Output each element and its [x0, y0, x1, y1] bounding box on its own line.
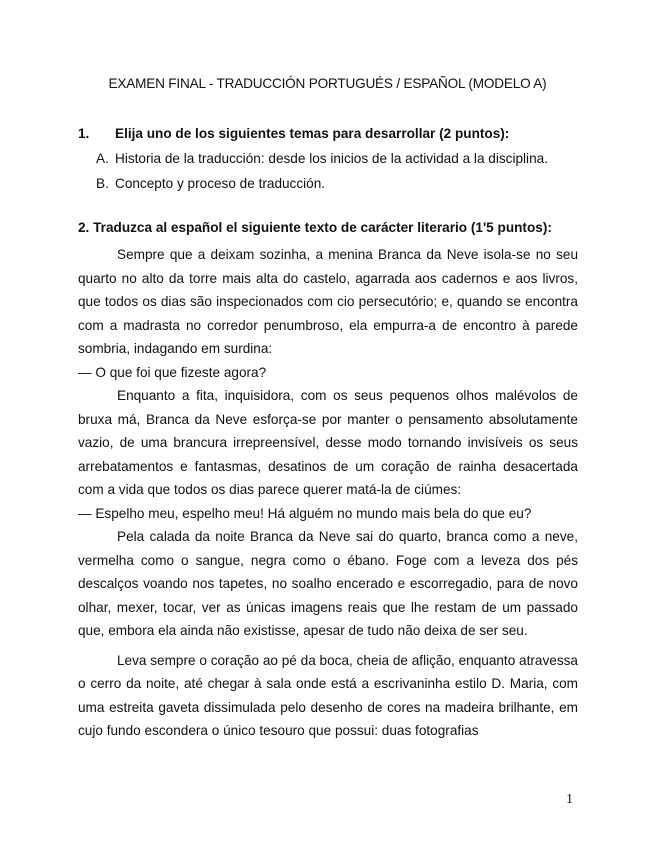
question-1-number: 1.	[78, 126, 90, 141]
paragraph: Sempre que a deixam sozinha, a menina Branca da Neve isola-se no seu quarto no alto da torre mais alta do castelo, agarrada aos cadernos e aos livros, que todos os dias são inspecionados com cio persecutório; e, quando se encontra com a madrasta no corredor penumbroso, ela empurra-a de encontro à parede sombria, indagando em surdina:	[78, 247, 578, 356]
dialogue-line: — O que foi que fizeste agora?	[78, 364, 267, 380]
literary-text	[78, 243, 578, 743]
exam-title: EXAMEN FINAL - TRADUCCIÓN PORTUGUÉS / ESPAÑOL (MODELO A)	[108, 76, 547, 91]
question-1	[78, 126, 578, 141]
paragraph: Pela calada da noite Branca da Neve sai do quarto, branca como a neve, vermelha como o sangue, negra como o ébano. Foge com a leveza dos pés descalços voando nos tapetes, no soalho encerado e escorregadio, para de novo olhar, mexer, tocar, ver as únicas imagens reais que lhe restam de um passado que, embora ela ainda não existisse, apesar de tudo não deixa de ser seu.	[78, 529, 578, 638]
question-1-text: Elija uno de los siguientes temas para desarrollar (2 puntos):	[115, 126, 510, 141]
paragraph: Enquanto a fita, inquisidora, com os seus pequenos olhos malévolos de bruxa má, Branca da Neve esforça-se por manter o pensamento absolutamente vazio, de uma brancura irrepreensível, desse modo tornando invisíveis os seus arrebatamentos e fantasmas, desatinos de um coração de rainha desacertada com a vida que todos os dias parece querer matá-la de ciúmes:	[78, 388, 578, 497]
option-a-letter: A.	[96, 151, 109, 166]
question-2-heading: 2. Traduzca al español el siguiente texto de carácter literario (1'5 puntos):	[78, 220, 552, 235]
option-b-text: Concepto y proceso de traducción.	[115, 176, 326, 191]
option-b-letter: B.	[96, 176, 109, 191]
paragraph: Leva sempre o coração ao pé da boca, cheia de aflição, enquanto atravessa o cerro da noite, até chegar à sala onde está a escrivaninha estilo D. Maria, com uma estreita gaveta dissimulada pelo desenho de cores na madeira brilhante, em cujo fundo escondera o único tesouro que possui: duas fotografias	[78, 652, 578, 738]
option-a-text: Historia de la traducción: desde los inicios de la actividad a la disciplina.	[115, 151, 548, 166]
dialogue-line: — Espelho meu, espelho meu! Há alguém no mundo mais bela do que eu?	[78, 505, 532, 521]
page-number: 1	[566, 792, 573, 807]
option-a	[96, 151, 576, 166]
option-b	[96, 176, 576, 191]
